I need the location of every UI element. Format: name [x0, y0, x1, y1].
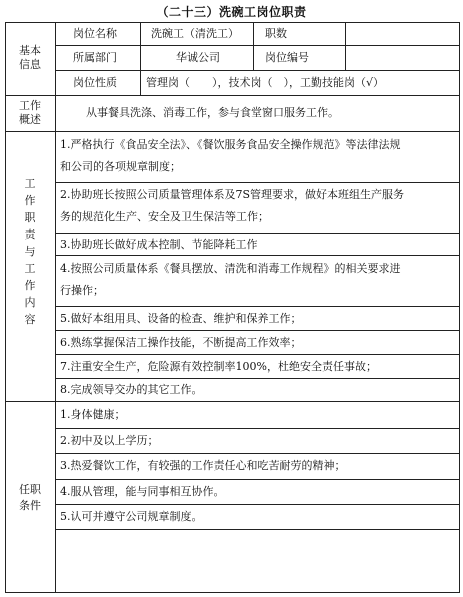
duty-item: 4.按照公司质量体系《餐具摆放、清洗和消毒工作规程》的相关要求进 行操作；	[60, 262, 401, 297]
qual-row-divider	[55, 529, 460, 530]
label-rank: 职数	[265, 27, 287, 40]
duty-row-divider	[55, 182, 460, 183]
post-nature-value: 管理岗（ ），技术岗（ ），工勤技能岗（√）	[146, 76, 385, 89]
duty-row-divider	[55, 255, 460, 256]
overview-text: 从事餐具洗涤、消毒工作，参与食堂窗口服务工作。	[86, 106, 339, 119]
duty-row-divider	[55, 306, 460, 307]
label-department: 所属部门	[73, 51, 117, 64]
row-divider	[55, 45, 460, 46]
duty-item: 2.协助班长按照公司质量管理体系及7S管理要求，做好本班组生产服务 务的规范化生产、安全及卫生保洁等工作；	[60, 188, 405, 223]
duty-row-divider	[55, 354, 460, 355]
qualification-item: 3.热爱餐饮工作，有较强的工作责任心和吃苦耐劳的精神；	[60, 459, 346, 472]
cell-divider	[253, 22, 254, 70]
page-title: （二十三）洗碗工岗位职责	[156, 5, 307, 19]
duty-item: 6.熟练掌握保洁工操作技能，不断提高工作效率；	[60, 336, 302, 349]
department-value: 华诚公司	[176, 51, 220, 64]
duty-row-divider	[55, 233, 460, 234]
cell-divider	[140, 22, 141, 95]
row-divider	[55, 70, 460, 71]
qualification-item: 4.服从管理，能与同事相互协作。	[60, 485, 225, 498]
duty-row-divider	[55, 378, 460, 379]
label-post-number: 岗位编号	[265, 51, 309, 64]
duty-item: 3.协助班长做好成本控制、节能降耗工作	[60, 238, 258, 251]
section-divider	[5, 95, 460, 96]
label-post-nature: 岗位性质	[73, 76, 117, 89]
qualifications-label: 任职 条件	[19, 483, 41, 512]
duty-item: 7.注重安全生产，危险源有效控制率100%，杜绝安全责任事故；	[60, 360, 377, 373]
duty-item: 8.完成领导交办的其它工作。	[60, 383, 203, 396]
duties-label: 工 作 职 责 与 工 作 内 容	[24, 177, 36, 326]
label-post-name: 岗位名称	[73, 27, 117, 40]
overview-label: 工作 概述	[19, 99, 41, 126]
cell-divider	[345, 22, 346, 70]
qual-row-divider	[55, 504, 460, 505]
duty-row-divider	[55, 330, 460, 331]
qual-row-divider	[55, 428, 460, 429]
section-divider	[5, 401, 460, 402]
basic-info-label: 基本 信息	[19, 44, 41, 71]
duty-item: 1.严格执行《食品安全法》、《餐饮服务食品安全操作规范》等法律法规 和公司的各项规章制度；	[60, 138, 401, 173]
qualification-item: 2.初中及以上学历；	[60, 434, 159, 447]
section-divider	[5, 131, 460, 132]
qualification-item: 1.身体健康；	[60, 408, 126, 421]
column-divider	[55, 22, 56, 593]
qualification-item: 5.认可并遵守公司规章制度。	[60, 510, 203, 523]
qual-row-divider	[55, 479, 460, 480]
post-name-value: 洗碗工（清洗工）	[151, 27, 239, 40]
qual-row-divider	[55, 453, 460, 454]
duty-item: 5.做好本组用具、设备的检查、维护和保养工作；	[60, 312, 302, 325]
